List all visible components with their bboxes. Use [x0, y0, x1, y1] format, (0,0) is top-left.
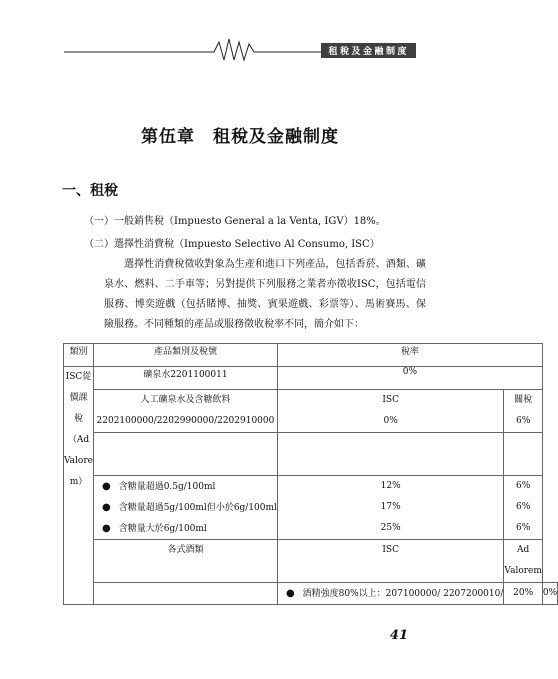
artificial-water-codes: 2202100000/2202990000/2202910000 — [96, 416, 275, 426]
list-item-general-sales-tax: （一）一般銷售稅（Impuesto General a la Venta, IGV）18%。 — [84, 216, 386, 227]
mineral-water-rate: 0% — [277, 367, 542, 390]
body-paragraph: 選擇性消費稅徵收對象為生產和進口下列產品，包括香菸、酒類、礦泉水、燃料、二手車等；另對提供下列服務之業者亦徵收ISC，包括電信服務、博奕遊戲（包括賭博、抽獎、賓果遊戲、彩票等）、馬術賽馬、保險服務。不同種類的產品或服務徵收稅率不同，簡介如下： — [104, 259, 426, 330]
page-number: 41 — [389, 628, 408, 643]
category-continuation — [93, 583, 277, 605]
category-line: m） — [69, 477, 88, 487]
col-isc-label: ISC — [382, 395, 399, 405]
category-line: 稅 — [73, 414, 83, 424]
list-item: ● 酒精強度80%以上：207100000/ 2207200010/ — [278, 583, 503, 604]
sugar-tariff-rate: 6% — [516, 502, 531, 512]
liquor-product — [93, 540, 277, 583]
category-cell — [64, 367, 94, 605]
col-tariff-label: 關稅 — [514, 395, 533, 405]
list-item: ● 含糖量大於6g/100ml — [94, 518, 277, 539]
liquor-tariff-rate: 0% — [542, 583, 557, 605]
artificial-water-title: 人工礦泉水及含糖飲料 — [140, 395, 231, 405]
bullet-icon: ● — [101, 502, 111, 513]
artificial-water-product — [93, 390, 277, 433]
liquor-isc-rate: 20% — [504, 583, 543, 605]
artificial-water-isc-rate: 0% — [383, 416, 398, 426]
category-line: ISC從 — [65, 372, 92, 382]
category-line: 價課 — [69, 393, 88, 403]
header-rate: 稅率 — [277, 344, 542, 367]
header-product: 產品類別及稅號 — [93, 344, 277, 367]
category-line: （Ad — [67, 435, 90, 445]
header-title: 租稅及金融制度 — [321, 43, 416, 58]
running-header — [64, 36, 416, 62]
sugar-items-cell — [93, 476, 277, 540]
tax-rate-table — [63, 343, 558, 605]
col-isc-label: ISC — [382, 545, 399, 555]
chapter-title: 第伍章 租稅及金融制度 — [141, 127, 339, 147]
liquor-items-cell — [277, 583, 503, 605]
col-advalorem-label: Ad — [517, 545, 530, 555]
sugar-tariff-cell — [504, 476, 543, 540]
mineral-water-product: 礦泉水2201100011 — [93, 367, 277, 390]
liquor-title: 各式酒類 — [167, 545, 204, 555]
list-item: ● 含糖量超過0.5g/100ml — [94, 476, 277, 497]
list-item: ● 含糖量超過5g/100ml但小於6g/100ml — [94, 497, 277, 518]
artificial-water-isc — [277, 390, 503, 433]
artificial-water-tariff — [504, 390, 543, 433]
spacer-cell — [93, 433, 277, 476]
artificial-water-tariff-rate: 6% — [516, 416, 531, 426]
spacer-cell — [277, 433, 503, 476]
liquor-tariff-header — [504, 540, 543, 583]
bullet-icon: ● — [101, 481, 111, 492]
header-category: 類別 — [64, 344, 94, 367]
list-item-selective-consumption-tax: （二）選擇性消費稅（Impuesto Selectivo Al Consumo, ISC） — [84, 239, 380, 250]
bullet-icon: ● — [101, 523, 111, 534]
sugar-isc-rate: 12% — [380, 481, 401, 491]
section-title: 一、租稅 — [62, 183, 118, 199]
sugar-tariff-rate: 6% — [516, 523, 531, 533]
liquor-isc-header — [277, 540, 503, 583]
spacer-cell — [504, 433, 543, 476]
category-line: Valore — [64, 456, 93, 466]
sugar-tariff-rate: 6% — [516, 481, 531, 491]
sugar-isc-cell — [277, 476, 503, 540]
sugar-isc-rate: 25% — [380, 523, 401, 533]
bullet-icon: ● — [285, 588, 295, 599]
col-advalorem-label: Valorem — [504, 566, 542, 576]
sugar-isc-rate: 17% — [380, 502, 401, 512]
